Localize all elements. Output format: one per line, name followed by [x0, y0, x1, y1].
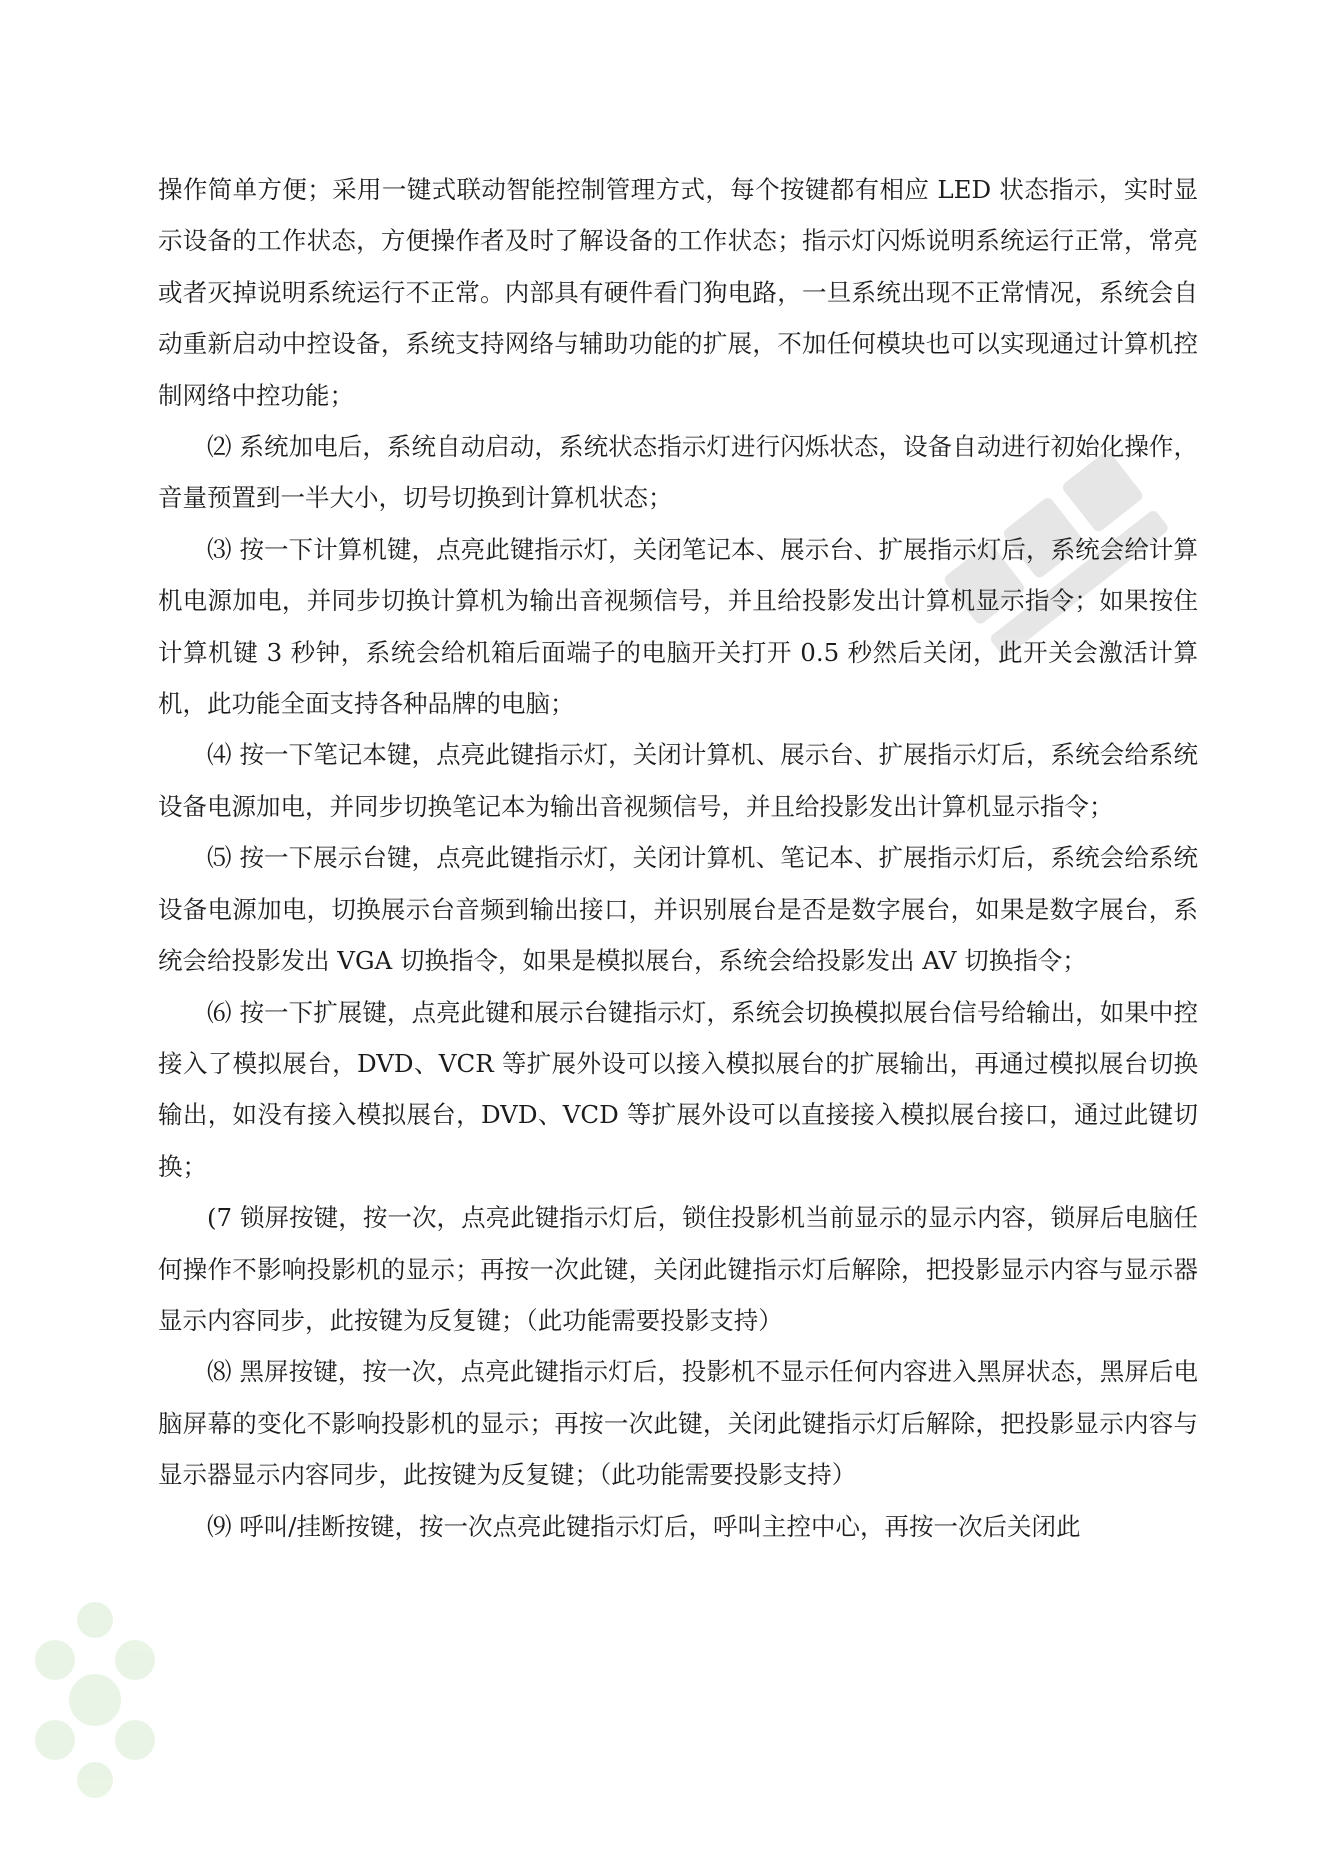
- paragraph-item-6: ⑹ 按一下扩展键，点亮此键和展示台键指示灯，系统会切换模拟展台信号给输出，如果中控接入了模拟展台，DVD、VCR 等扩展外设可以接入模拟展台的扩展输出，再通过模拟展台切换输出，如没有接入模拟展台，DVD、VCD 等扩展外设可以直接接入模拟展台接口，通过此键切换；: [158, 997, 1198, 1181]
- paragraph-item-7: (7 锁屏按键，按一次，点亮此键指示灯后，锁住投影机当前显示的显示内容，锁屏后电脑任何操作不影响投影机的显示；再按一次此键，关闭此键指示灯后解除，把投影显示内容与显示器显示内容同步，此按键为反复键；（此功能需要投影支持）: [158, 1203, 1198, 1335]
- paragraph-item-3: ⑶ 按一下计算机键，点亮此键指示灯，关闭笔记本、展示台、扩展指示灯后，系统会给计算机电源加电，并同步切换计算机为输出音视频信号，并且给投影发出计算机显示指令；如果按住计算机键 3 秒钟，系统会给机箱后面端子的电脑开关打开 0.5 秒然后关闭，此开关会激活计算机，此功能全面支持各种品牌的电脑；: [158, 534, 1198, 719]
- paragraph-item-8: ⑻ 黑屏按键，按一次，点亮此键指示灯后，投影机不显示任何内容进入黑屏状态，黑屏后电脑屏幕的变化不影响投影机的显示；再按一次此键，关闭此键指示灯后解除，把投影显示内容与显示器显示内容同步，此按键为反复键；（此功能需要投影支持）: [158, 1357, 1198, 1490]
- paragraph-intro: 操作简单方便；采用一键式联动智能控制管理方式，每个按键都有相应 LED 状态指示，实时显示设备的工作状态，方便操作者及时了解设备的工作状态；指示灯闪烁说明系统运行正常，常亮或者灭掉说明系统运行不正常。内部具有硬件看门狗电路，一旦系统出现不正常情况，系统会自动重新启动中控设备，系统支持网络与辅助功能的扩展，不加任何模块也可以实现通过计算机控制网络中控功能；: [158, 175, 1198, 410]
- document-body: [158, 164, 1198, 1552]
- paragraph-item-2: ⑵ 系统加电后，系统自动启动，系统状态指示灯进行闪烁状态，设备自动进行初始化操作，音量预置到一半大小，切号切换到计算机状态；: [158, 432, 1198, 513]
- paragraph-item-4: ⑷ 按一下笔记本键，点亮此键指示灯，关闭计算机、展示台、扩展指示灯后，系统会给系统设备电源加电，并同步切换笔记本为输出音视频信号，并且给投影发出计算机显示指令；: [158, 740, 1198, 821]
- watermark-logo-flower-icon: [35, 1602, 155, 1798]
- paragraph-item-5: ⑸ 按一下展示台键，点亮此键指示灯，关闭计算机、笔记本、扩展指示灯后，系统会给系统设备电源加电，切换展示台音频到输出接口，并识别展台是否是数字展台，如果是数字展台，系统会给投影发出 VGA 切换指令，如果是模拟展台，系统会给投影发出 AV 切换指令；: [158, 843, 1198, 976]
- paragraph-item-9: ⑼ 呼叫/挂断按键，按一次点亮此键指示灯后，呼叫主控中心，再按一次后关闭此: [207, 1511, 1081, 1541]
